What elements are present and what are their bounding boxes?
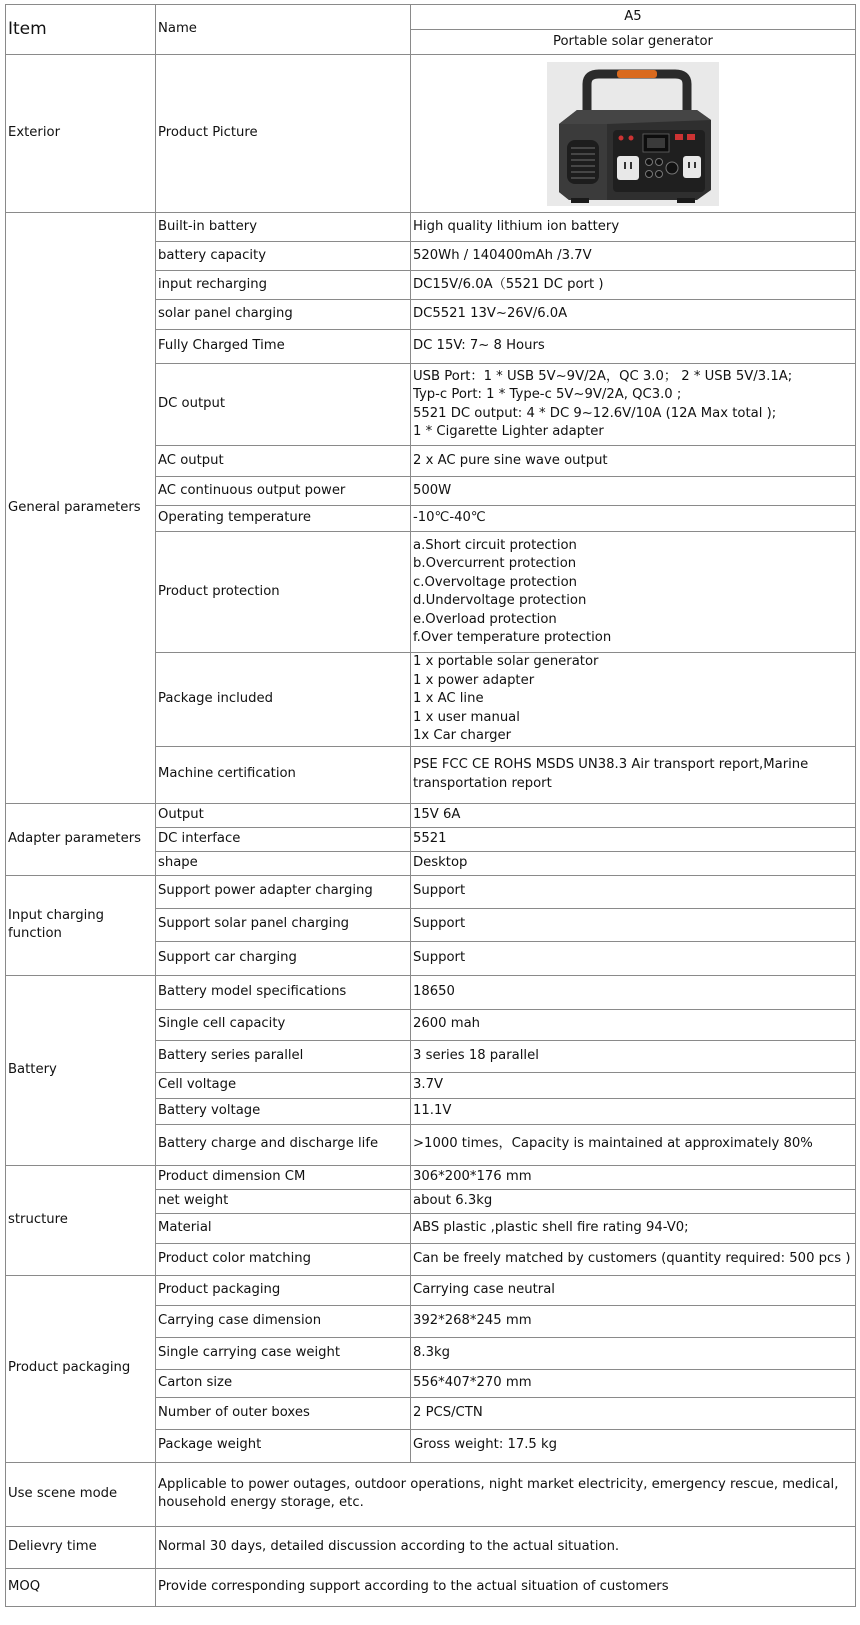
use-scene-label: Use scene mode bbox=[6, 1462, 156, 1526]
input-charging-label bbox=[6, 875, 156, 975]
battery-row-name: Cell voltage bbox=[156, 1072, 411, 1098]
package-line: 1 x AC line bbox=[413, 691, 484, 706]
moq-label: MOQ bbox=[6, 1568, 156, 1606]
package-line: 1 x power adapter bbox=[413, 672, 535, 688]
adapter-row-value: Desktop bbox=[411, 851, 856, 875]
packaging-row-name: Number of outer boxes bbox=[156, 1397, 411, 1429]
use-scene-line: household energy storage, etc. bbox=[158, 1495, 364, 1510]
exterior-label: Exterior bbox=[6, 55, 156, 213]
general-row-value: High quality lithium ion battery bbox=[411, 213, 856, 242]
battery-row-name: Single cell capacity bbox=[156, 1009, 411, 1040]
structure-row-name: net weight bbox=[156, 1189, 411, 1213]
battery-label: Battery bbox=[6, 975, 156, 1165]
battery-row-name: Battery voltage bbox=[156, 1098, 411, 1124]
packaging-row-value: Carrying case neutral bbox=[411, 1275, 856, 1305]
dc-output-line: 5521 DC output: 4 * DC 9~12.6V/10A (12A Max total ); bbox=[413, 405, 777, 421]
header-item: Item bbox=[6, 5, 156, 55]
input-charging-row-name: Support solar panel charging bbox=[156, 908, 411, 941]
general-row-value: 2 x AC pure sine wave output bbox=[411, 446, 856, 477]
general-row-name: solar panel charging bbox=[156, 300, 411, 330]
adapter-label: Adapter parameters bbox=[6, 803, 156, 875]
battery-row-value: 2600 mah bbox=[411, 1009, 856, 1040]
general-row-name: Package included bbox=[156, 653, 411, 747]
header-name: Name bbox=[156, 5, 411, 55]
battery-row-name: Battery series parallel bbox=[156, 1040, 411, 1072]
protection-line: d.Undervoltage protection bbox=[413, 593, 587, 608]
adapter-row-name: shape bbox=[156, 851, 411, 875]
use-scene-line: Applicable to power outages, outdoor operations, night market electricity, emergency rescue, medical, bbox=[158, 1476, 839, 1492]
general-row-name: AC continuous output power bbox=[156, 477, 411, 506]
battery-row-value: 3.7V bbox=[411, 1072, 856, 1098]
battery-row-name: Battery model specifications bbox=[156, 975, 411, 1009]
input-charging-row-value: Support bbox=[411, 941, 856, 975]
product-protection-value bbox=[411, 532, 856, 653]
header-product-name: Portable solar generator bbox=[411, 30, 856, 55]
battery-row-value: 11.1V bbox=[411, 1098, 856, 1124]
packaging-row-name: Package weight bbox=[156, 1429, 411, 1462]
packaging-label: Product packaging bbox=[6, 1275, 156, 1462]
general-row-name: input recharging bbox=[156, 271, 411, 300]
input-charging-row-name: Support power adapter charging bbox=[156, 875, 411, 908]
structure-row-value: Can be freely matched by customers (quantity required: 500 pcs ) bbox=[411, 1243, 856, 1275]
portable-power-station-photo bbox=[547, 62, 719, 206]
battery-row-value: 18650 bbox=[411, 975, 856, 1009]
package-line: 1x Car charger bbox=[413, 728, 512, 743]
general-row-name: battery capacity bbox=[156, 242, 411, 271]
packaging-row-value: 8.3kg bbox=[411, 1337, 856, 1369]
dc-output-line: USB Port：1 * USB 5V~9V/2A，QC 3.0； 2 * USB 5V/3.1A; bbox=[413, 368, 793, 384]
structure-row-name: Product color matching bbox=[156, 1243, 411, 1275]
packaging-row-value: 2 PCS/CTN bbox=[411, 1397, 856, 1429]
packaging-row-name: Product packaging bbox=[156, 1275, 411, 1305]
package-included-value bbox=[411, 653, 856, 747]
general-row-value: 500W bbox=[411, 477, 856, 506]
delivery-label: Delievry time bbox=[6, 1526, 156, 1568]
input-charging-row-value: Support bbox=[411, 908, 856, 941]
adapter-row-name: Output bbox=[156, 803, 411, 827]
delivery-value: Normal 30 days, detailed discussion according to the actual situation. bbox=[156, 1526, 856, 1568]
general-row-name: Fully Charged Time bbox=[156, 330, 411, 364]
general-row-name: Operating temperature bbox=[156, 506, 411, 532]
structure-row-name: Product dimension CM bbox=[156, 1165, 411, 1189]
input-charging-label-line: Input charging bbox=[8, 907, 104, 923]
general-row-name: Machine certification bbox=[156, 746, 411, 803]
packaging-row-value: 392*268*245 mm bbox=[411, 1305, 856, 1337]
protection-line: e.Overload protection bbox=[413, 611, 557, 627]
input-charging-label-line: function bbox=[8, 926, 62, 941]
dc-output-line: Typ-c Port: 1 * Type-c 5V~9V/2A, QC3.0 ; bbox=[413, 387, 682, 402]
certification-line: PSE FCC CE ROHS MSDS UN38.3 Air transport report,Marine bbox=[413, 757, 809, 772]
package-line: 1 x user manual bbox=[413, 709, 520, 725]
general-row-value: DC15V/6.0A（5521 DC port ) bbox=[411, 271, 856, 300]
structure-row-value: 306*200*176 mm bbox=[411, 1165, 856, 1189]
structure-row-value: about 6.3kg bbox=[411, 1189, 856, 1213]
moq-value: Provide corresponding support according to the actual situation of customers bbox=[156, 1568, 856, 1606]
protection-line: c.Overvoltage protection bbox=[413, 574, 577, 590]
general-row-value: DC 15V: 7~ 8 Hours bbox=[411, 330, 856, 364]
spec-table bbox=[5, 4, 856, 1607]
header-model: A5 bbox=[411, 5, 856, 30]
general-row-name: AC output bbox=[156, 446, 411, 477]
general-row-name: DC output bbox=[156, 364, 411, 446]
protection-line: f.Over temperature protection bbox=[413, 630, 612, 645]
packaging-row-value: 556*407*270 mm bbox=[411, 1369, 856, 1397]
general-row-name: Built-in battery bbox=[156, 213, 411, 242]
battery-row-value: >1000 times，Capacity is maintained at approximately 80% bbox=[411, 1124, 856, 1165]
battery-row-value: 3 series 18 parallel bbox=[411, 1040, 856, 1072]
package-line: 1 x portable solar generator bbox=[413, 654, 599, 669]
adapter-row-value: 5521 bbox=[411, 827, 856, 851]
dc-output-line: 1 * Cigarette Lighter adapter bbox=[413, 424, 604, 439]
structure-label: structure bbox=[6, 1165, 156, 1275]
general-row-value: DC5521 13V~26V/6.0A bbox=[411, 300, 856, 330]
input-charging-row-name: Support car charging bbox=[156, 941, 411, 975]
battery-row-name: Battery charge and discharge life bbox=[156, 1124, 411, 1165]
general-row-name: Product protection bbox=[156, 532, 411, 653]
adapter-row-name: DC interface bbox=[156, 827, 411, 851]
general-row-value: 520Wh / 140400mAh /3.7V bbox=[411, 242, 856, 271]
packaging-row-name: Single carrying case weight bbox=[156, 1337, 411, 1369]
general-label: General parameters bbox=[6, 213, 156, 804]
packaging-row-name: Carton size bbox=[156, 1369, 411, 1397]
adapter-row-value: 15V 6A bbox=[411, 803, 856, 827]
product-picture bbox=[411, 55, 856, 213]
structure-row-name: Material bbox=[156, 1213, 411, 1243]
protection-line: b.Overcurrent protection bbox=[413, 556, 577, 571]
exterior-name: Product Picture bbox=[156, 55, 411, 213]
certification-line: transportation report bbox=[413, 775, 552, 791]
dc-output-value bbox=[411, 364, 856, 446]
general-row-value: -10℃-40℃ bbox=[411, 506, 856, 532]
certification-value bbox=[411, 746, 856, 803]
protection-line: a.Short circuit protection bbox=[413, 537, 577, 553]
packaging-row-name: Carrying case dimension bbox=[156, 1305, 411, 1337]
input-charging-row-value: Support bbox=[411, 875, 856, 908]
packaging-row-value: Gross weight: 17.5 kg bbox=[411, 1429, 856, 1462]
structure-row-value: ABS plastic ,plastic shell fire rating 94-V0; bbox=[411, 1213, 856, 1243]
use-scene-value bbox=[156, 1462, 856, 1526]
